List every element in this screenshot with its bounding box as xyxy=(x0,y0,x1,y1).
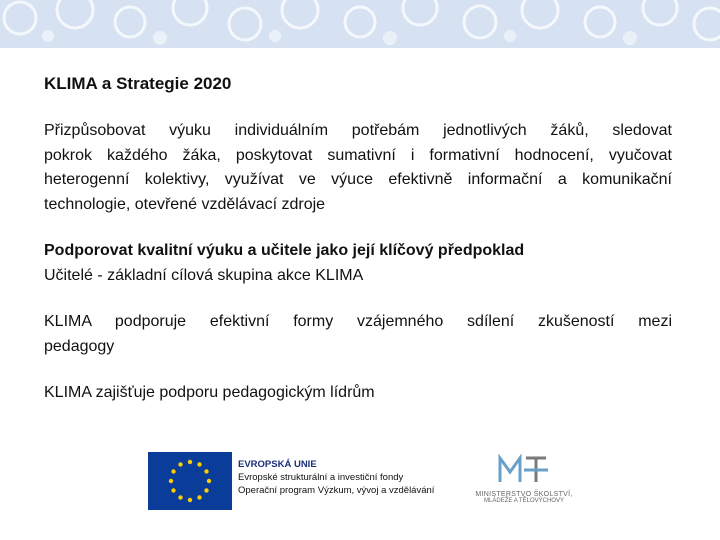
banner-pattern xyxy=(0,0,720,48)
paragraph-adapt-teaching xyxy=(44,119,672,217)
slide-content xyxy=(44,74,672,428)
paragraph-line: heterogenní kolektivy, využívat ve výuce efektivně informační a komunikační xyxy=(44,171,672,188)
paragraph-line: technologie, otevřené vzdělávací zdroje xyxy=(44,195,326,213)
bold-statement: Podporovat kvalitní výuku a učitele jako její klíčový předpoklad xyxy=(44,242,525,259)
eu-flag-icon xyxy=(148,452,232,510)
target-group-text: Učitelé - základní cílová skupina akce KLIMA xyxy=(44,266,364,284)
eu-program-text xyxy=(238,458,434,497)
paragraph-line: KLIMA podporuje efektivní formy vzájemného sdílení zkušeností mezi xyxy=(44,313,672,330)
msmt-mark-icon xyxy=(494,452,554,486)
decorative-banner xyxy=(0,0,720,48)
paragraph-line: KLIMA zajišťuje podporu pedagogickým lídrům xyxy=(44,384,375,401)
paragraph-line: Přizpůsobovat výuku individuálním potřebám jednotlivých žáků, sledovat xyxy=(44,122,672,139)
paragraph-sharing xyxy=(44,310,672,359)
msmt-name-line1: MINISTERSTVO ŠKOLSTVÍ, xyxy=(475,491,573,498)
paragraph-quality-teaching xyxy=(44,239,672,288)
slide-heading: KLIMA a Strategie 2020 xyxy=(44,74,232,93)
eu-funds: Evropské strukturální a investiční fondy xyxy=(238,472,404,483)
paragraph-line: pokrok každého žáka, poskytovat sumativní i formativní hodnocení, vyučovat xyxy=(44,146,672,164)
msmt-name-line2: MLÁDEŽE A TĚLOVÝCHOVY xyxy=(484,498,564,504)
eu-program: Operační program Výzkum, vývoj a vzdělávání xyxy=(238,485,435,496)
paragraph-line: pedagogy xyxy=(44,337,115,355)
eu-name: EVROPSKÁ UNIE xyxy=(238,459,317,470)
logo-bar xyxy=(148,450,578,512)
paragraph-leaders xyxy=(44,381,672,406)
msmt-logo xyxy=(470,452,578,512)
